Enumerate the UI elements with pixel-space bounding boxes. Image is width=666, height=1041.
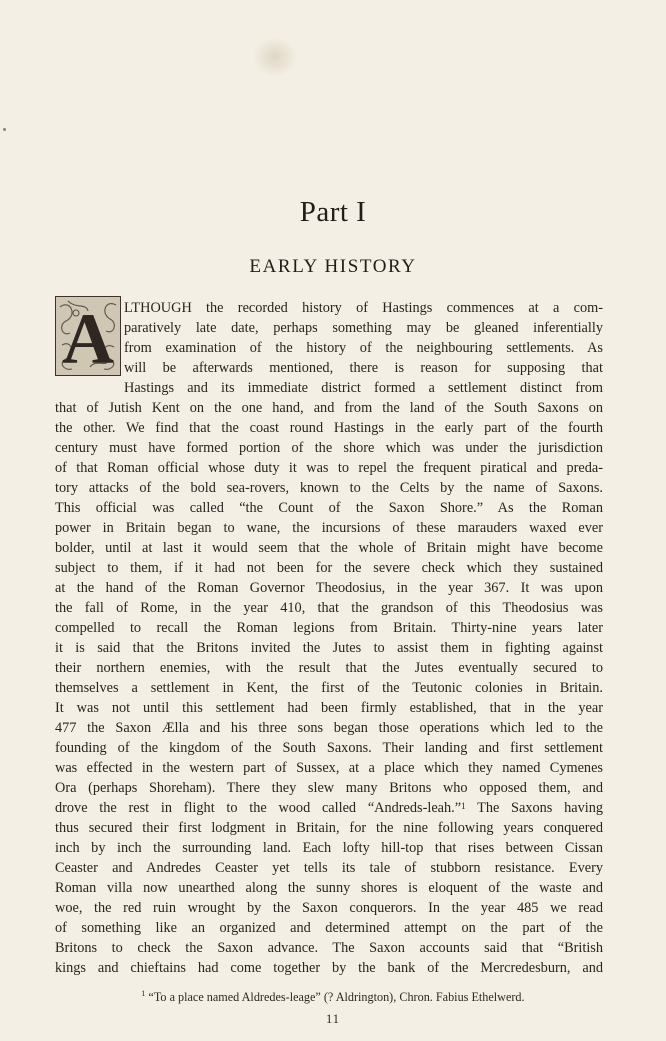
footnote	[0, 990, 666, 1005]
body-line-5: Hastings and its immediate district formed a settlement distinct from	[124, 380, 603, 396]
body-line-7: the other. We find that the coast round Hastings in the early part of the fourth	[55, 420, 603, 436]
body-line-27: thus secured their first lodgment in Britain, for the nine following years conquered	[55, 820, 603, 836]
body-line-16: the fall of Rome, in the year 410, that the grandson of this Theodosius was	[55, 600, 603, 616]
body-line-18: it is said that the Britons invited the Jutes to assist them in fighting against	[55, 640, 603, 656]
body-line-6: that of Jutish Kent on the one hand, and from the land of the South Saxons on	[55, 400, 603, 416]
footnote-text: “To a place named Aldredes-leage” (? Aldrington), Chron. Fabius Ethelwerd.	[148, 990, 525, 1004]
body-line-21: It was not until this settlement had been firmly established, that in the year	[55, 700, 603, 716]
body-line-20: themselves a settlement in Kent, the first of the Teutonic colonies in Britain.	[55, 680, 603, 696]
body-line-1: LTHOUGH the recorded history of Hastings commences at a com-	[124, 300, 603, 316]
body-line-29: Ceaster and Andredes Ceaster yet tells its tale of stubborn resistance. Every	[55, 860, 603, 876]
body-line-25: Ora (perhaps Shoreham). There they slew many Britons who opposed them, and	[55, 780, 603, 796]
body-line-34: kings and chieftains had come together by the bank of the Mercredesburn, and	[55, 960, 603, 976]
body-line-24: was effected in the western part of Sussex, at a place which they named Cymenes	[55, 760, 603, 776]
part-title: Part I	[299, 196, 367, 228]
body-line-26-text: drove the rest in flight to the wood called “Andreds-leah.”	[55, 800, 462, 816]
body-line-3: from examination of the history of the neighbouring settlements. As	[124, 340, 603, 356]
page-number: 11	[325, 1012, 341, 1026]
illuminated-drop-cap	[55, 296, 121, 376]
body-line-13: bolder, until at last it would seem that the whole of Britain might have become	[55, 540, 603, 556]
body-line-9: of that Roman official whose duty it was to repel the frequent piratical and preda-	[55, 460, 603, 476]
body-line-28: inch by inch the surrounding land. Each lofty hill-top that rises between Cissan	[55, 840, 603, 856]
body-line-12: power in Britain began to wane, the incursions of these marauders waxed ever	[55, 520, 603, 536]
body-line-19: their northern enemies, with the result that the Jutes eventually secured to	[55, 660, 603, 676]
drop-cap-letter: A	[62, 299, 114, 375]
body-line-26	[55, 798, 603, 818]
body-line-26-tail: The Saxons having	[477, 800, 603, 816]
footnote-marker: 1	[141, 989, 146, 998]
body-line-10: tory attacks of the bold sea-rovers, known to the Celts by the name of Saxons.	[55, 480, 603, 496]
body-line-15: at the hand of the Roman Governor Theodosius, in the year 367. It was upon	[55, 580, 603, 596]
body-line-17: compelled to recall the Roman legions from Britain. Thirty-nine years later	[55, 620, 603, 636]
footnote-reference[interactable]: 1	[461, 801, 466, 811]
body-line-8: century must have formed portion of the shore which was under the jurisdiction	[55, 440, 603, 456]
body-line-32: of something like an organized and determined attempt on the part of the	[55, 920, 603, 936]
body-line-11: This official was called “the Count of the Saxon Shore.” As the Roman	[55, 500, 603, 516]
section-title: EARLY HISTORY	[249, 256, 417, 277]
body-line-4: will be afterwards mentioned, there is reason for supposing that	[124, 360, 603, 376]
body-line-22: 477 the Saxon Ælla and his three sons began those operations which led to the	[55, 720, 603, 736]
body-line-2: paratively late date, perhaps something may be gleaned inferentially	[124, 320, 603, 336]
body-line-23: founding of the kingdom of the South Saxons. Their landing and first settlement	[55, 740, 603, 756]
edge-speck	[3, 128, 6, 131]
body-line-31: woe, the red ruin wrought by the Saxon conquerors. In the year 485 we read	[55, 900, 603, 916]
body-line-33: Britons to check the Saxon advance. The Saxon accounts said that “British	[55, 940, 603, 956]
body-line-30: Roman villa now unearthed along the sunny shores is eloquent of the waste and	[55, 880, 603, 896]
ink-bleed-mark	[254, 38, 296, 76]
body-line-14: subject to them, if it had not been for the severe check which they sustained	[55, 560, 603, 576]
